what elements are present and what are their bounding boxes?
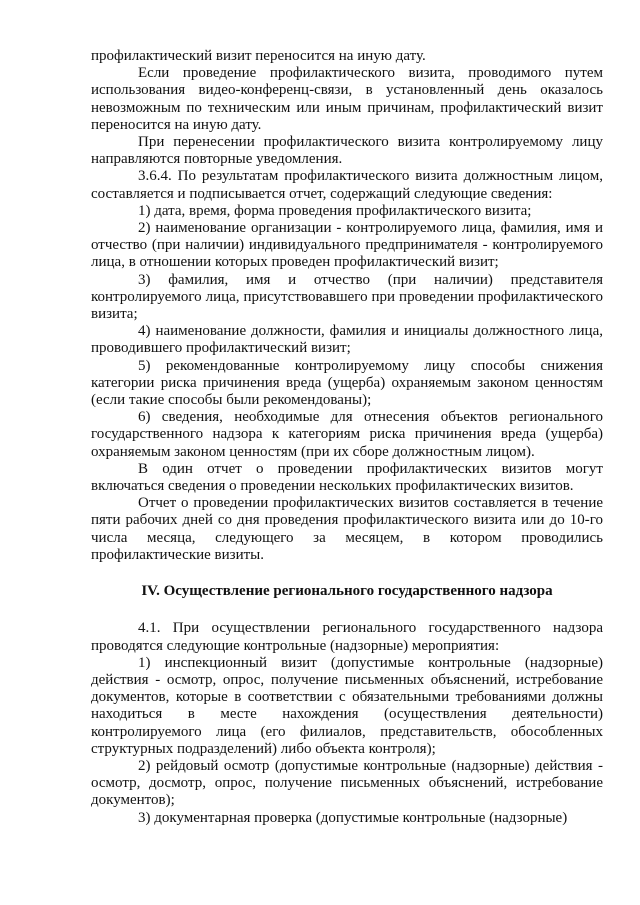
paragraph-vks-reschedule: Если проведение профилактического визита, проводимого путем использования видео-конференц-связи, в установленный день оказалось невозможным по техническим или иным причинам, профилактический визит переносится на иную дату. [91,65,603,133]
spacer [91,564,603,583]
list-item-1: 1) дата, время, форма проведения профилактического визита; [138,202,532,219]
list-item-3: 3) фамилия, имя и отчество (при наличии) представителя контролируемого лица, присутствовавшего при проведении профилактического визита; [91,271,603,323]
list-item-documentary-check: 3) документарная проверка (допустимые контрольные (надзорные) [138,809,568,826]
paragraph-repeat-notice: При перенесении профилактического визита контролируемому лицу направляются повторные уведомления. [91,134,603,168]
section-heading: IV. Осуществление регионального государственного надзора [141,583,553,600]
paragraph-single-report: В один отчет о проведении профилактических визитов могут включаться сведения о проведении нескольких профилактических визитов. [91,460,603,495]
list-item-inspection-visit: 1) инспекционный визит (допустимые контрольные (надзорные) действия - осмотр, опрос, получение письменных объяснений, истребование документов, которые в соответствии с обязательными требованиями должны находиться в месте нахождения (осуществления деятельности) контролируемого лица (его филиалов, представительств, обособленных структурных подразделений) либо объекта контроля); [91,654,603,757]
list-item-raid-inspection: 2) рейдовый осмотр (допустимые контрольные (надзорные) действия - осмотр, досмотр, опрос, получение письменных объяснений, истребование документов); [91,757,603,809]
paragraph-4-1: 4.1. При осуществлении регионального государственного надзора проводятся следующие контрольные (надзорные) мероприятия: [91,620,603,654]
paragraph-report-deadline: Отчет о проведении профилактических визитов составляется в течение пяти рабочих дней со дня проведения профилактического визита или до 10-го числа месяца, следующего за месяцем, в котором проводились профилактические визиты. [91,495,603,563]
list-item-2: 2) наименование организации - контролируемого лица, фамилия, имя и отчество (при наличии) индивидуального предпринимателя - контролируемого лица, в отношении которых проведен профилактический визит; [91,220,603,271]
list-item-5: 5) рекомендованные контролируемому лицу способы снижения категории риска причинения вреда (ущерба) охраняемым законом ценностям (если такие способы были рекомендованы); [91,357,603,409]
paragraph-continuation: профилактический визит переносится на иную дату. [91,48,426,64]
spacer [91,600,603,620]
list-item-4: 4) наименование должности, фамилия и инициалы должностного лица, проводившего профилактический визит; [91,323,603,357]
paragraph-3-6-4: 3.6.4. По результатам профилактического визита должностным лицом, составляется и подписывается отчет, содержащий следующие сведения: [91,168,603,202]
list-item-6: 6) сведения, необходимые для отнесения объектов регионального государственного надзора к категориям риска причинения вреда (ущерба) охраняемым законом ценностям (при их сборе должностным лицом). [91,409,603,460]
document-page [91,48,603,827]
